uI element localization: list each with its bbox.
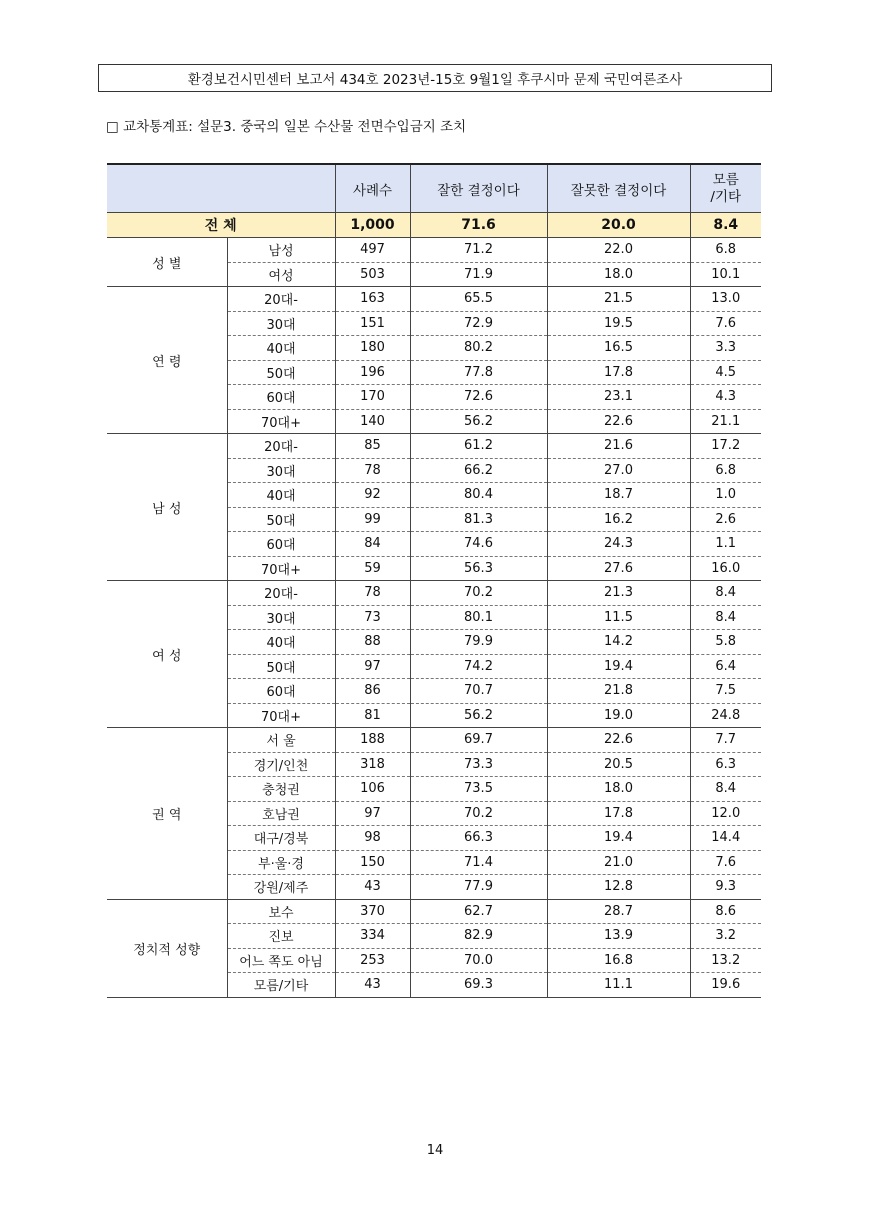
group-label: 정치적 성향 <box>107 899 227 997</box>
cell-bad: 21.3 <box>547 581 690 606</box>
cell-unknown: 4.5 <box>690 360 761 385</box>
cell-bad: 24.3 <box>547 532 690 557</box>
page-number: 14 <box>426 1143 444 1158</box>
cell-n: 43 <box>335 973 410 998</box>
cell-unknown: 8.4 <box>690 605 761 630</box>
cell-n: 97 <box>335 654 410 679</box>
cell-good: 70.2 <box>410 801 547 826</box>
row-label: 보수 <box>227 899 335 924</box>
cell-bad: 28.7 <box>547 899 690 924</box>
cell-good: 80.4 <box>410 483 547 508</box>
cell-good: 71.2 <box>410 238 547 263</box>
cell-n: 86 <box>335 679 410 704</box>
cell-n: 163 <box>335 287 410 312</box>
cell-unknown: 10.1 <box>690 262 761 287</box>
row-label: 남성 <box>227 238 335 263</box>
cell-bad: 19.4 <box>547 654 690 679</box>
cell-n: 59 <box>335 556 410 581</box>
cell-bad: 11.5 <box>547 605 690 630</box>
cell-unknown: 5.8 <box>690 630 761 655</box>
row-label: 여성 <box>227 262 335 287</box>
cell-good: 81.3 <box>410 507 547 532</box>
row-label: 30대 <box>227 605 335 630</box>
row-label: 모름/기타 <box>227 973 335 998</box>
cell-unknown: 7.6 <box>690 850 761 875</box>
cell-n: 81 <box>335 703 410 728</box>
cell-n: 150 <box>335 850 410 875</box>
row-label: 경기/인천 <box>227 752 335 777</box>
cell-good: 74.2 <box>410 654 547 679</box>
total-n: 1,000 <box>335 213 410 238</box>
cell-unknown: 17.2 <box>690 434 761 459</box>
table-row <box>107 434 761 459</box>
cell-bad: 13.9 <box>547 924 690 949</box>
cell-bad: 22.6 <box>547 728 690 753</box>
cell-n: 140 <box>335 409 410 434</box>
cell-unknown: 13.2 <box>690 948 761 973</box>
row-label: 20대- <box>227 287 335 312</box>
cell-good: 62.7 <box>410 899 547 924</box>
report-header-text: 환경보건시민센터 보고서 434호 2023년-15호 9월1일 후쿠시마 문제 국민여론조사 <box>187 72 683 88</box>
cell-n: 99 <box>335 507 410 532</box>
cell-n: 43 <box>335 875 410 900</box>
row-label: 70대+ <box>227 703 335 728</box>
report-header <box>98 64 772 92</box>
cell-unknown: 8.6 <box>690 899 761 924</box>
cell-n: 180 <box>335 336 410 361</box>
cell-unknown: 1.0 <box>690 483 761 508</box>
cell-bad: 18.0 <box>547 262 690 287</box>
cell-unknown: 9.3 <box>690 875 761 900</box>
row-label: 40대 <box>227 336 335 361</box>
cell-unknown: 1.1 <box>690 532 761 557</box>
cell-unknown: 7.6 <box>690 311 761 336</box>
cell-good: 80.2 <box>410 336 547 361</box>
row-label: 20대- <box>227 434 335 459</box>
cell-bad: 11.1 <box>547 973 690 998</box>
cell-good: 56.2 <box>410 703 547 728</box>
row-label: 50대 <box>227 507 335 532</box>
crosstab-table <box>107 163 761 998</box>
cell-good: 56.2 <box>410 409 547 434</box>
row-label: 어느 쪽도 아님 <box>227 948 335 973</box>
cell-n: 318 <box>335 752 410 777</box>
cell-unknown: 14.4 <box>690 826 761 851</box>
row-label: 부·울·경 <box>227 850 335 875</box>
cell-good: 69.3 <box>410 973 547 998</box>
total-good: 71.6 <box>410 213 547 238</box>
cell-good: 66.3 <box>410 826 547 851</box>
cell-unknown: 6.8 <box>690 458 761 483</box>
cell-bad: 21.5 <box>547 287 690 312</box>
col-header-bad: 잘못한 결정이다 <box>547 164 690 213</box>
row-label: 30대 <box>227 311 335 336</box>
cell-bad: 21.6 <box>547 434 690 459</box>
cell-n: 196 <box>335 360 410 385</box>
table-row <box>107 238 761 263</box>
row-label: 충청권 <box>227 777 335 802</box>
cell-good: 79.9 <box>410 630 547 655</box>
cell-n: 78 <box>335 458 410 483</box>
row-label: 70대+ <box>227 556 335 581</box>
cell-unknown: 12.0 <box>690 801 761 826</box>
cell-n: 73 <box>335 605 410 630</box>
cell-unknown: 13.0 <box>690 287 761 312</box>
col-header-n: 사례수 <box>335 164 410 213</box>
cell-good: 71.4 <box>410 850 547 875</box>
cell-bad: 21.8 <box>547 679 690 704</box>
group-label: 권 역 <box>107 728 227 900</box>
col-header-good: 잘한 결정이다 <box>410 164 547 213</box>
cell-n: 188 <box>335 728 410 753</box>
header-blank-cell <box>107 164 335 213</box>
cell-bad: 22.6 <box>547 409 690 434</box>
row-label: 30대 <box>227 458 335 483</box>
table-row <box>107 287 761 312</box>
cell-bad: 19.5 <box>547 311 690 336</box>
cell-n: 151 <box>335 311 410 336</box>
table-caption: □ 교차통계표: 설문3. 중국의 일본 수산물 전면수입금지 조치 <box>106 119 467 135</box>
cell-n: 92 <box>335 483 410 508</box>
cell-bad: 16.5 <box>547 336 690 361</box>
cell-good: 56.3 <box>410 556 547 581</box>
cell-unknown: 6.3 <box>690 752 761 777</box>
cell-n: 84 <box>335 532 410 557</box>
total-unknown: 8.4 <box>690 213 761 238</box>
cell-n: 88 <box>335 630 410 655</box>
cell-bad: 19.4 <box>547 826 690 851</box>
row-label: 20대- <box>227 581 335 606</box>
cell-bad: 19.0 <box>547 703 690 728</box>
cell-unknown: 8.4 <box>690 581 761 606</box>
cell-good: 70.7 <box>410 679 547 704</box>
total-row <box>107 213 761 238</box>
row-label: 70대+ <box>227 409 335 434</box>
group-label: 연 령 <box>107 287 227 434</box>
cell-unknown: 3.2 <box>690 924 761 949</box>
cell-good: 71.9 <box>410 262 547 287</box>
group-label: 여 성 <box>107 581 227 728</box>
row-label: 40대 <box>227 630 335 655</box>
cell-unknown: 21.1 <box>690 409 761 434</box>
cell-bad: 17.8 <box>547 360 690 385</box>
cell-good: 61.2 <box>410 434 547 459</box>
cell-unknown: 24.8 <box>690 703 761 728</box>
cell-n: 78 <box>335 581 410 606</box>
cell-good: 73.5 <box>410 777 547 802</box>
col-header-unknown-line2: /기타 <box>710 188 742 205</box>
cell-bad: 16.8 <box>547 948 690 973</box>
cell-n: 85 <box>335 434 410 459</box>
cell-unknown: 7.7 <box>690 728 761 753</box>
table-row <box>107 728 761 753</box>
row-label: 60대 <box>227 385 335 410</box>
cell-bad: 23.1 <box>547 385 690 410</box>
cell-bad: 27.6 <box>547 556 690 581</box>
cell-bad: 18.7 <box>547 483 690 508</box>
row-label: 60대 <box>227 679 335 704</box>
total-label: 전 체 <box>107 213 335 238</box>
cell-unknown: 3.3 <box>690 336 761 361</box>
cell-n: 98 <box>335 826 410 851</box>
cell-bad: 20.5 <box>547 752 690 777</box>
group-label: 성 별 <box>107 238 227 287</box>
cell-unknown: 2.6 <box>690 507 761 532</box>
cell-n: 170 <box>335 385 410 410</box>
cell-bad: 17.8 <box>547 801 690 826</box>
row-label: 강원/제주 <box>227 875 335 900</box>
cell-good: 69.7 <box>410 728 547 753</box>
cell-unknown: 19.6 <box>690 973 761 998</box>
cell-good: 65.5 <box>410 287 547 312</box>
cell-bad: 18.0 <box>547 777 690 802</box>
cell-unknown: 7.5 <box>690 679 761 704</box>
row-label: 호남권 <box>227 801 335 826</box>
cell-n: 253 <box>335 948 410 973</box>
cell-good: 74.6 <box>410 532 547 557</box>
table-row <box>107 581 761 606</box>
cell-unknown: 6.4 <box>690 654 761 679</box>
row-label: 60대 <box>227 532 335 557</box>
row-label: 40대 <box>227 483 335 508</box>
cell-unknown: 6.8 <box>690 238 761 263</box>
cell-n: 334 <box>335 924 410 949</box>
cell-n: 97 <box>335 801 410 826</box>
cell-unknown: 4.3 <box>690 385 761 410</box>
cell-good: 70.0 <box>410 948 547 973</box>
cell-n: 503 <box>335 262 410 287</box>
cell-bad: 14.2 <box>547 630 690 655</box>
cell-good: 80.1 <box>410 605 547 630</box>
cell-unknown: 8.4 <box>690 777 761 802</box>
cell-good: 77.8 <box>410 360 547 385</box>
col-header-unknown-line1: 모름 <box>712 171 739 188</box>
total-bad: 20.0 <box>547 213 690 238</box>
cell-good: 70.2 <box>410 581 547 606</box>
cell-bad: 21.0 <box>547 850 690 875</box>
group-label: 남 성 <box>107 434 227 581</box>
cell-bad: 12.8 <box>547 875 690 900</box>
cell-n: 497 <box>335 238 410 263</box>
cell-good: 77.9 <box>410 875 547 900</box>
cell-bad: 16.2 <box>547 507 690 532</box>
table-row <box>107 899 761 924</box>
cell-good: 82.9 <box>410 924 547 949</box>
col-header-unknown <box>690 164 761 213</box>
row-label: 서 울 <box>227 728 335 753</box>
row-label: 진보 <box>227 924 335 949</box>
cell-good: 72.9 <box>410 311 547 336</box>
row-label: 대구/경북 <box>227 826 335 851</box>
cell-good: 73.3 <box>410 752 547 777</box>
row-label: 50대 <box>227 360 335 385</box>
cell-n: 106 <box>335 777 410 802</box>
cell-bad: 27.0 <box>547 458 690 483</box>
table-header-row <box>107 164 761 213</box>
cell-good: 66.2 <box>410 458 547 483</box>
cell-bad: 22.0 <box>547 238 690 263</box>
cell-unknown: 16.0 <box>690 556 761 581</box>
cell-n: 370 <box>335 899 410 924</box>
row-label: 50대 <box>227 654 335 679</box>
cell-good: 72.6 <box>410 385 547 410</box>
